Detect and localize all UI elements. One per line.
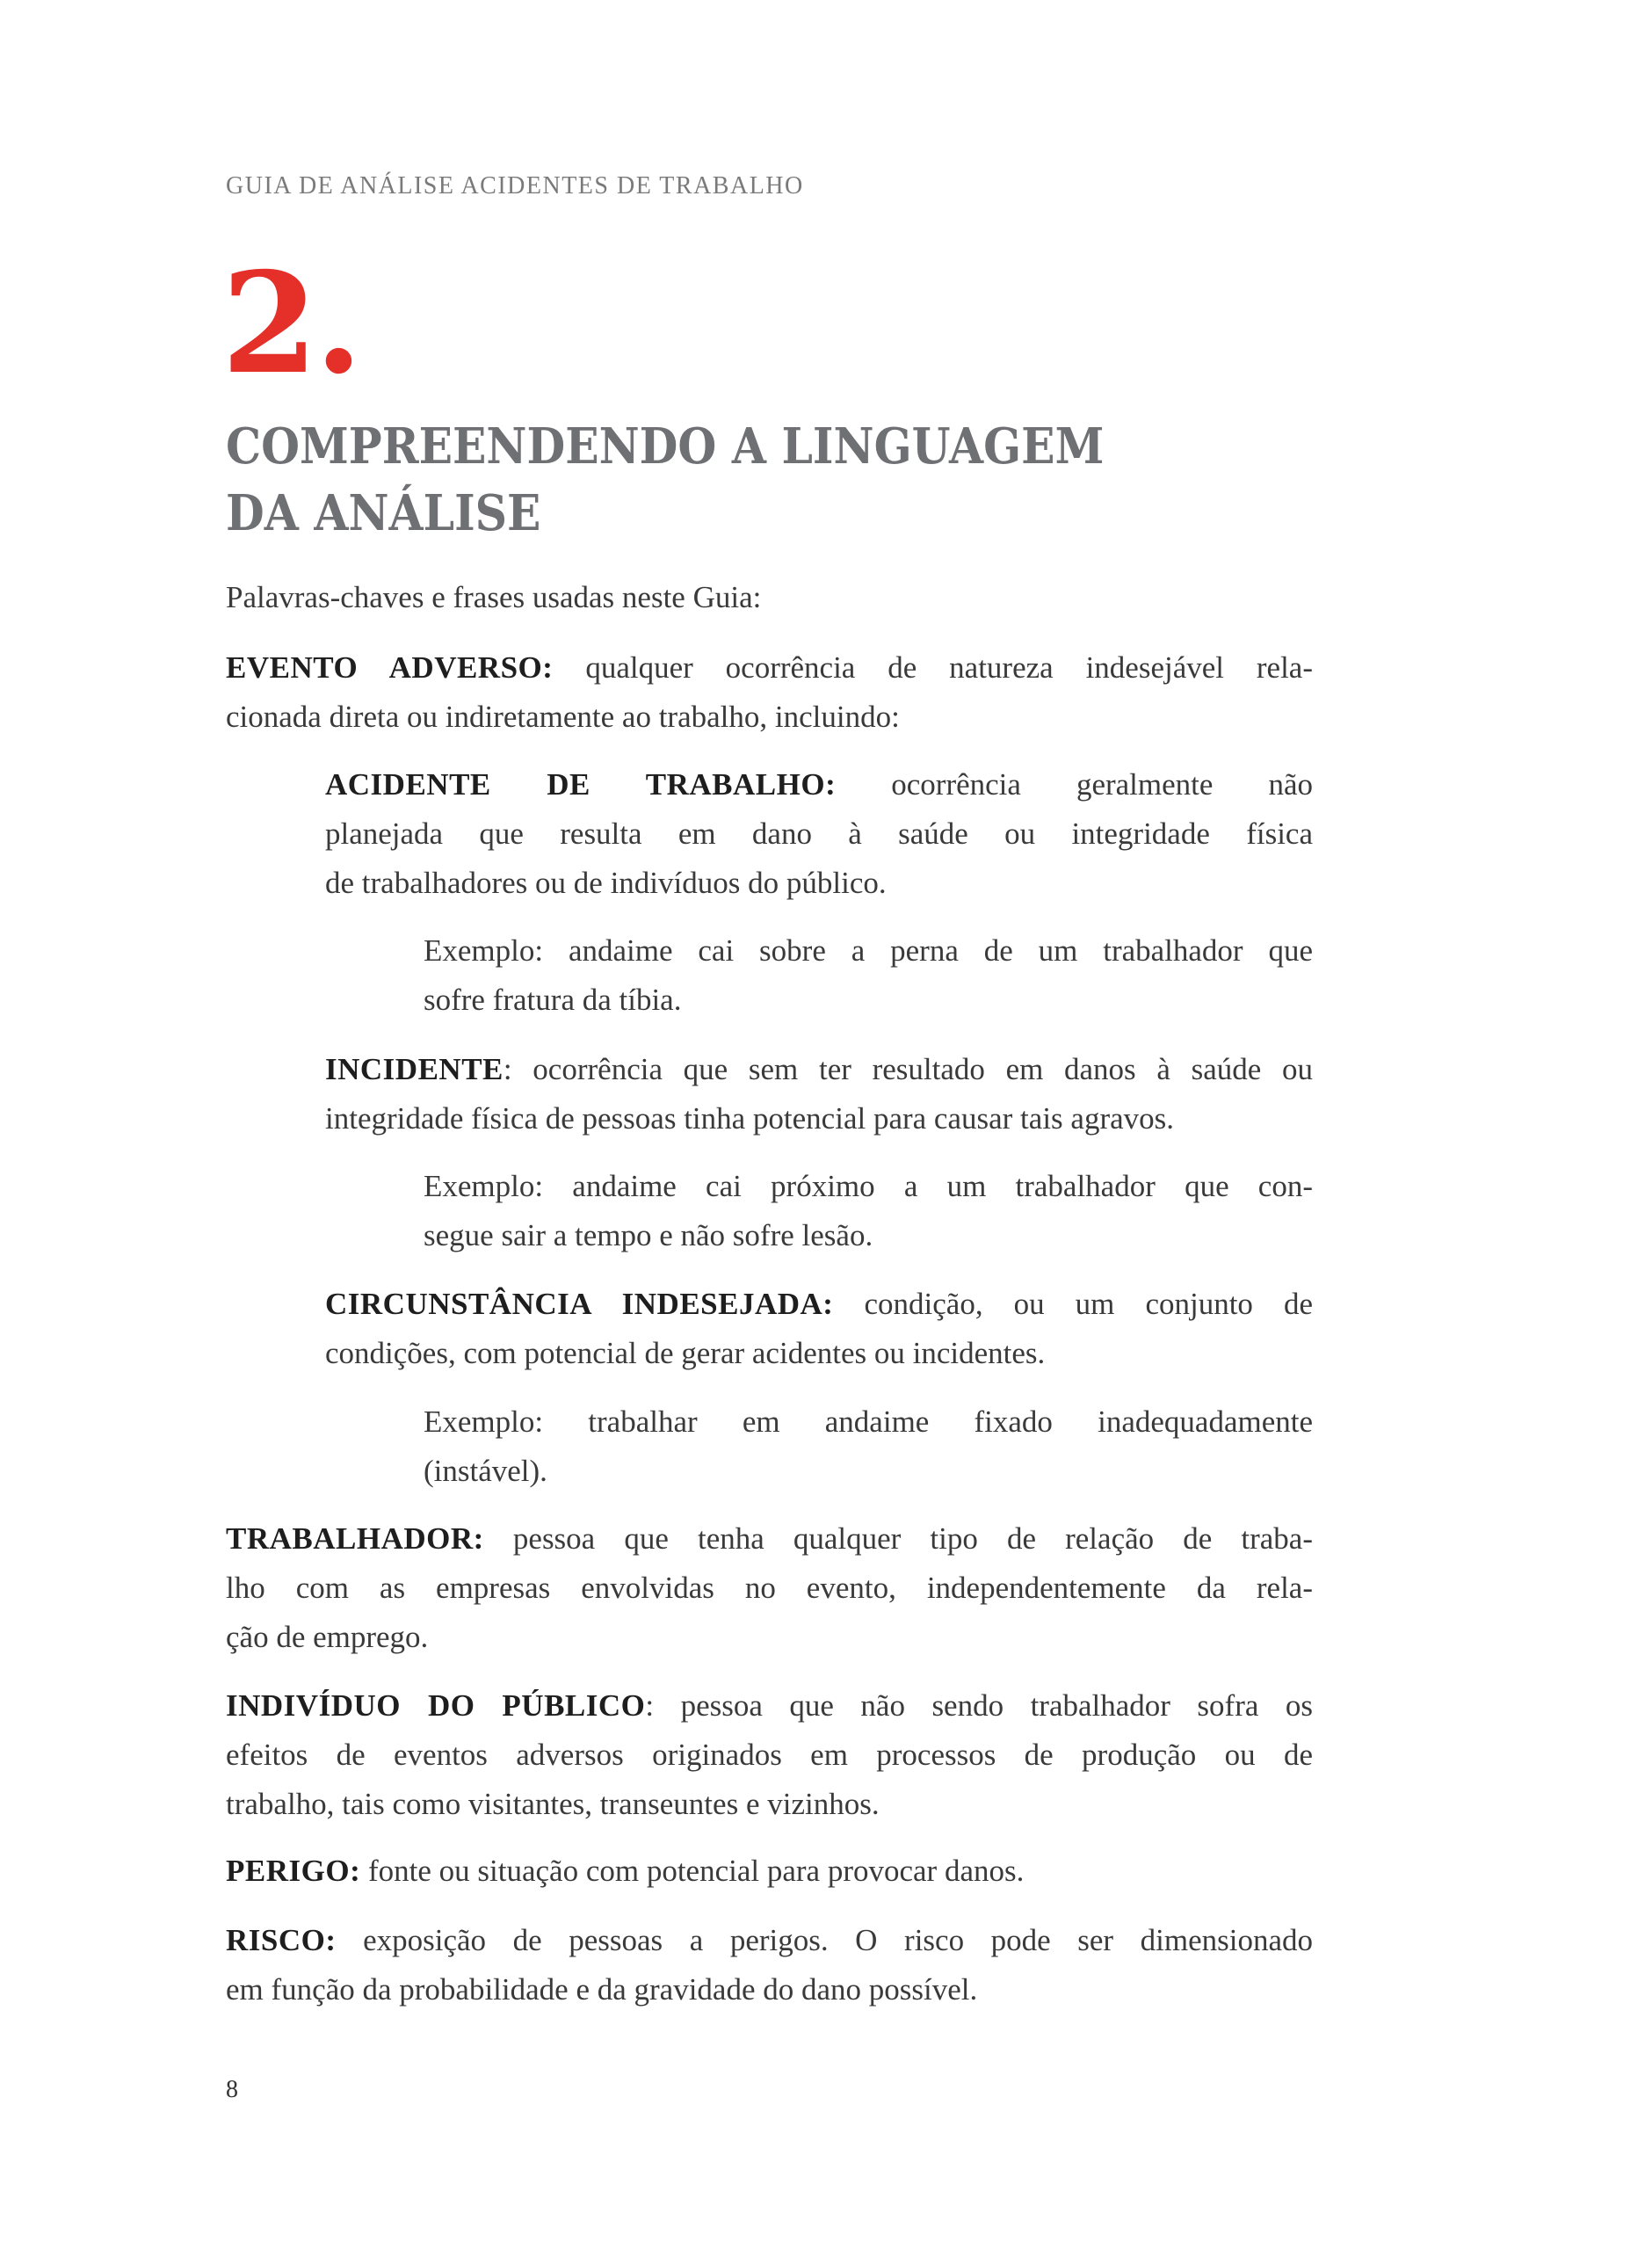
text-line	[424, 976, 1313, 1025]
definition-text: lho com as empresas envolvidas no evento, independentemente da rela-	[226, 1571, 1313, 1605]
example-paragraph	[424, 1162, 1313, 1260]
definition-paragraph	[226, 643, 1313, 742]
definition-text: em função da probabilidade e da gravidade do dano possível.	[226, 1972, 978, 2007]
definition-text: de trabalhadores ou de indivíduos do público.	[325, 866, 887, 900]
definition-term: INDIVÍDUO DO PÚBLICO	[226, 1688, 646, 1723]
definition-term: INCIDENTE	[325, 1052, 504, 1086]
example-paragraph	[424, 926, 1313, 1025]
definition-term: CIRCUNSTÂNCIA INDESEJADA:	[325, 1287, 834, 1321]
text-line	[424, 926, 1313, 976]
text-line	[226, 693, 1313, 742]
definition-text: segue sair a tempo e não sofre lesão.	[424, 1218, 873, 1252]
definition-term: PERIGO:	[226, 1854, 361, 1888]
definition-text: (instável).	[424, 1454, 547, 1488]
text-line	[226, 1613, 1313, 1662]
text-line	[325, 1280, 1313, 1329]
text-line	[226, 1847, 1313, 1896]
text-line	[226, 1780, 1313, 1829]
definition-text: condições, com potencial de gerar acidentes ou incidentes.	[325, 1336, 1046, 1370]
text-line	[226, 1731, 1313, 1780]
definition-text: integridade física de pessoas tinha potencial para causar tais agravos.	[325, 1101, 1175, 1136]
definition-term: TRABALHADOR:	[226, 1521, 484, 1556]
text-line	[226, 1965, 1313, 2014]
text-line	[325, 809, 1313, 859]
text-line	[226, 1681, 1313, 1731]
definition-text: Exemplo: andaime cai sobre a perna de um trabalhador que	[424, 933, 1313, 968]
text-line	[325, 859, 1313, 908]
definition-text: condição, ou um conjunto de	[833, 1287, 1313, 1321]
intro-text	[226, 573, 1313, 622]
example-paragraph	[424, 1397, 1313, 1496]
text-line	[325, 1329, 1313, 1378]
text-line	[424, 1162, 1313, 1211]
definition-paragraph	[226, 1916, 1313, 2014]
definition-text: Exemplo: andaime cai próximo a um trabalhador que con-	[424, 1169, 1313, 1203]
definition-text: ocorrência geralmente não	[836, 767, 1313, 802]
page-number: 8	[226, 2076, 238, 2103]
definition-text: planejada que resulta em dano à saúde ou integridade física	[325, 817, 1313, 851]
chapter-title-line: DA ANÁLISE	[226, 484, 541, 542]
definition-text: : ocorrência que sem ter resultado em danos à saúde ou	[503, 1052, 1313, 1086]
definition-term: EVENTO ADVERSO:	[226, 650, 554, 685]
definition-text: cionada direta ou indiretamente ao trabalho, incluindo:	[226, 700, 900, 734]
definition-text: pessoa que tenha qualquer tipo de relação de traba-	[483, 1521, 1313, 1556]
running-header: GUIA DE ANÁLISE ACIDENTES DE TRABALHO	[226, 172, 804, 200]
definition-text: trabalho, tais como visitantes, transeuntes e vizinhos.	[226, 1787, 880, 1821]
chapter-title-line: COMPREENDENDO A LINGUAGEM	[226, 417, 1105, 475]
chapter-title	[226, 413, 1104, 547]
text-line	[226, 1564, 1313, 1613]
intro-line: Palavras-chaves e frases usadas neste Guia:	[226, 580, 762, 614]
definition-paragraph	[325, 1045, 1313, 1143]
text-line	[424, 1211, 1313, 1260]
definition-text: sofre fratura da tíbia.	[424, 983, 682, 1017]
text-line	[226, 643, 1313, 693]
definition-term: RISCO:	[226, 1923, 337, 1957]
text-line	[325, 1094, 1313, 1143]
definition-paragraph	[325, 1280, 1313, 1378]
chapter-number: 2.	[221, 243, 359, 405]
text-line	[424, 1447, 1313, 1496]
definition-paragraph	[226, 1514, 1313, 1662]
definition-text: efeitos de eventos adversos originados em processos de produção ou de	[226, 1738, 1313, 1772]
text-line	[325, 1045, 1313, 1094]
text-line	[325, 760, 1313, 809]
definition-text: exposição de pessoas a perigos. O risco pode ser dimensionado	[336, 1923, 1313, 1957]
definition-text: : pessoa que não sendo trabalhador sofra os	[645, 1688, 1313, 1723]
definition-text: qualquer ocorrência de natureza indesejável rela-	[553, 650, 1313, 685]
definition-term: ACIDENTE DE TRABALHO:	[325, 767, 837, 802]
definition-text: Exemplo: trabalhar em andaime fixado inadequadamente	[424, 1404, 1313, 1439]
definition-paragraph	[226, 1847, 1313, 1896]
definition-paragraph	[325, 760, 1313, 908]
definition-paragraph	[226, 1681, 1313, 1829]
text-line	[226, 1916, 1313, 1965]
definition-text: fonte ou situação com potencial para provocar danos.	[360, 1854, 1025, 1888]
definition-text: ção de emprego.	[226, 1620, 429, 1654]
text-line	[424, 1397, 1313, 1447]
text-line	[226, 1514, 1313, 1564]
